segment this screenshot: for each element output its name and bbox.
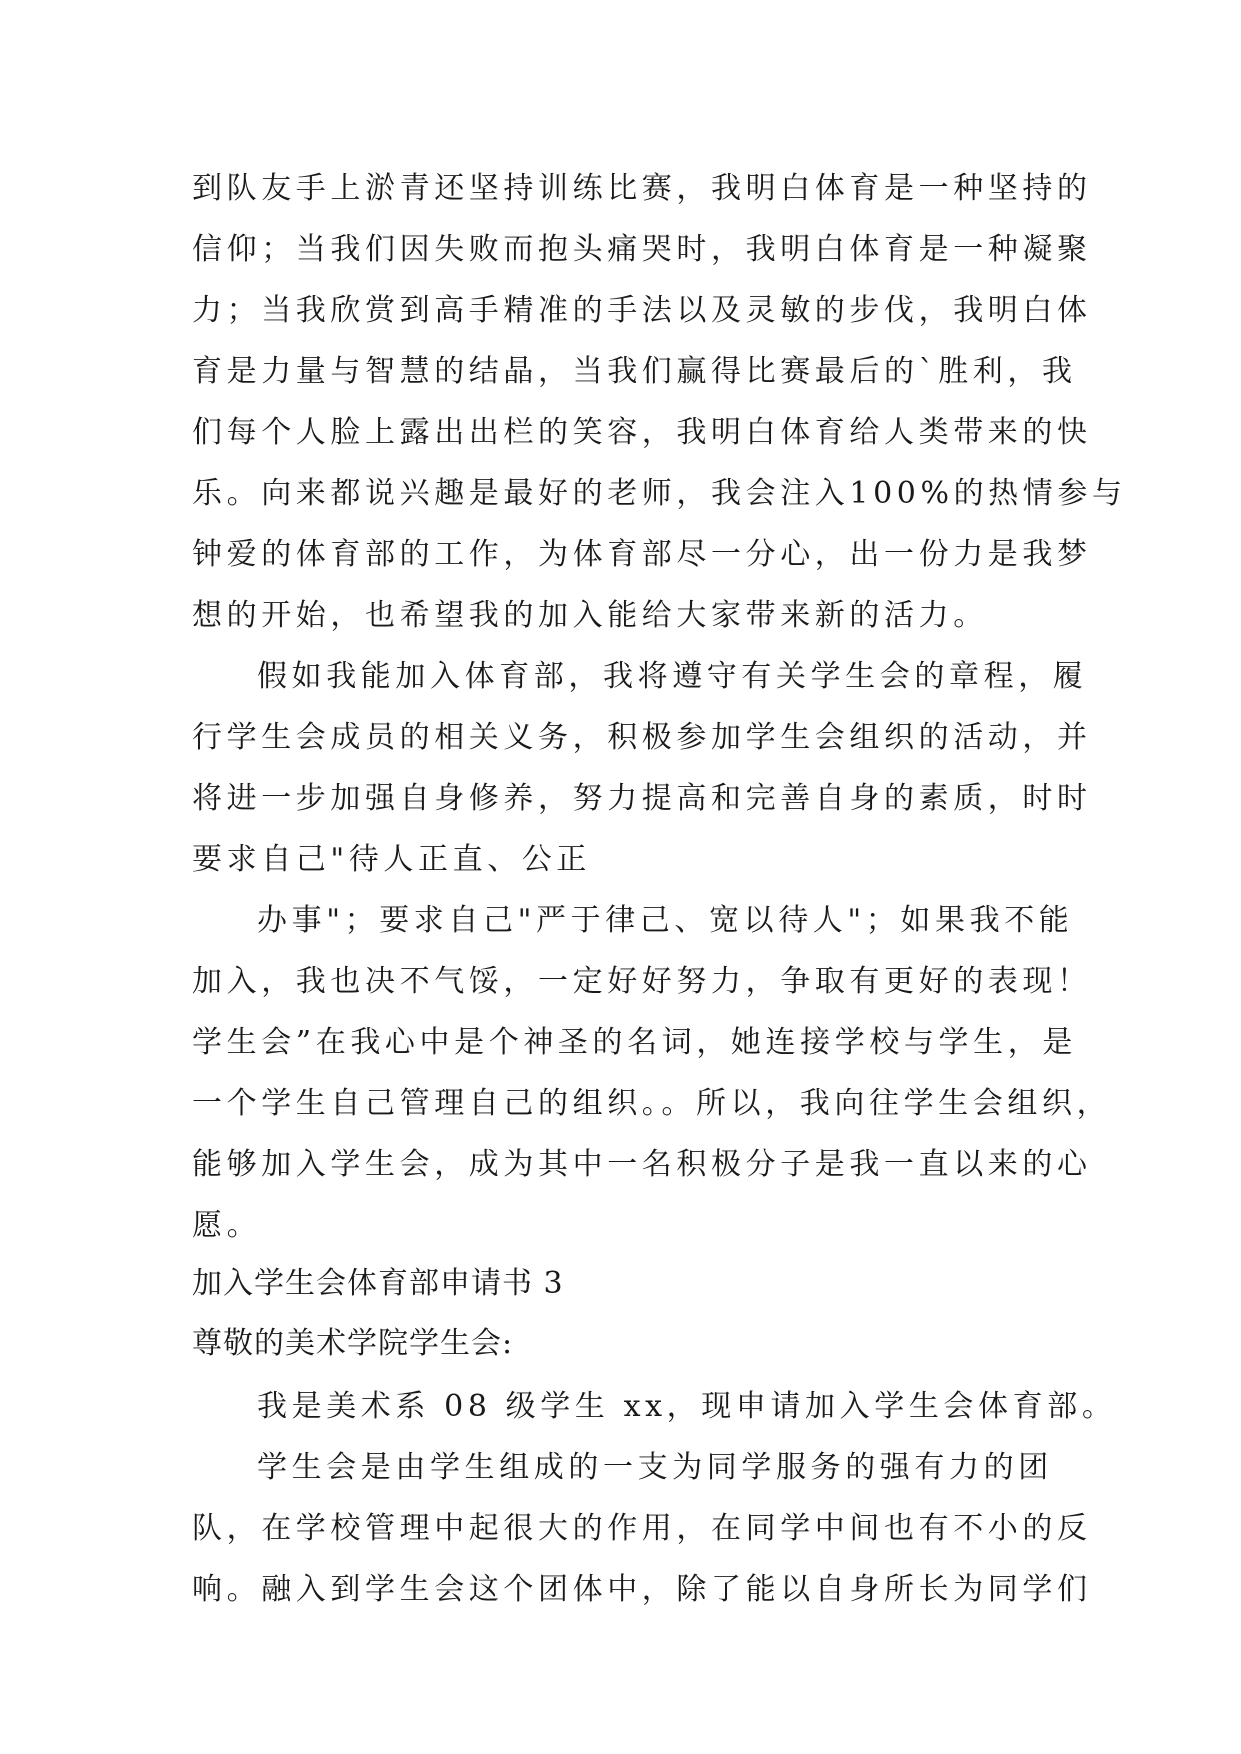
paragraph-sports-belief bbox=[192, 158, 1127, 646]
text-line: 们每个人脸上露出出栏的笑容，我明白体育给人类带来的快 bbox=[192, 415, 1092, 450]
text-line: 信仰；当我们因失败而抱头痛哭时，我明白体育是一种凝聚 bbox=[192, 232, 1092, 267]
paragraph-student-union bbox=[192, 1437, 1092, 1620]
text-line: 学生会”在我心中是个神圣的名词，她连接学校与学生，是 bbox=[192, 1025, 1077, 1060]
section-title: 加入学生会体育部申请书 3 bbox=[192, 1266, 564, 1301]
text-line: 加入，我也决不气馁，一定好好努力，争取有更好的表现！ bbox=[192, 964, 1092, 999]
text-line: 将进一步加强自身修养，努力提高和完善自身的素质，时时 bbox=[192, 781, 1092, 816]
text-line: 能够加入学生会，成为其中一名积极分子是我一直以来的心 bbox=[192, 1147, 1092, 1182]
text-line: 我是美术系 08 级学生 xx，现申请加入学生会体育部。 bbox=[257, 1389, 1117, 1424]
text-line: 要求自己"待人正直、公正 bbox=[192, 842, 591, 877]
document-body bbox=[192, 158, 1127, 1620]
text-line: 一个学生自己管理自己的组织。。所以，我向往学生会组织， bbox=[192, 1086, 1112, 1121]
text-line: 育是力量与智慧的结晶，当我们赢得比赛最后的`胜利，我 bbox=[192, 354, 1077, 389]
paragraph-commitment bbox=[192, 646, 1092, 890]
text-line: 队，在学校管理中起很大的作用，在同学中间也有不小的反 bbox=[192, 1511, 1092, 1546]
salutation: 尊敬的美术学院学生会: bbox=[192, 1326, 514, 1361]
text-line: 响。融入到学生会这个团体中，除了能以自身所长为同学们 bbox=[192, 1572, 1092, 1607]
text-line: 办事"；要求自己"严于律己、宽以待人"；如果我不能 bbox=[257, 903, 1074, 938]
text-line: 乐。向来都说兴趣是最好的老师，我会注入100%的热情参与 bbox=[192, 476, 1127, 511]
text-line: 行学生会成员的相关义务，积极参加学生会组织的活动，并 bbox=[192, 720, 1092, 755]
paragraph-introduction bbox=[192, 1376, 1117, 1437]
text-line: 钟爱的体育部的工作，为体育部尽一分心，出一份力是我梦 bbox=[192, 537, 1092, 572]
text-line: 学生会是由学生组成的一支为同学服务的强有力的团 bbox=[257, 1450, 1053, 1485]
text-line: 想的开始，也希望我的加入能给大家带来新的活力。 bbox=[192, 598, 988, 633]
text-line: 力；当我欣赏到高手精准的手法以及灵敏的步伐，我明白体 bbox=[192, 293, 1092, 328]
text-line: 假如我能加入体育部，我将遵守有关学生会的章程，履 bbox=[257, 659, 1088, 694]
paragraph-aspiration bbox=[192, 890, 1112, 1256]
text-line: 到队友手上淤青还坚持训练比赛，我明白体育是一种坚持的 bbox=[192, 171, 1092, 206]
text-line: 愿。 bbox=[192, 1208, 262, 1243]
